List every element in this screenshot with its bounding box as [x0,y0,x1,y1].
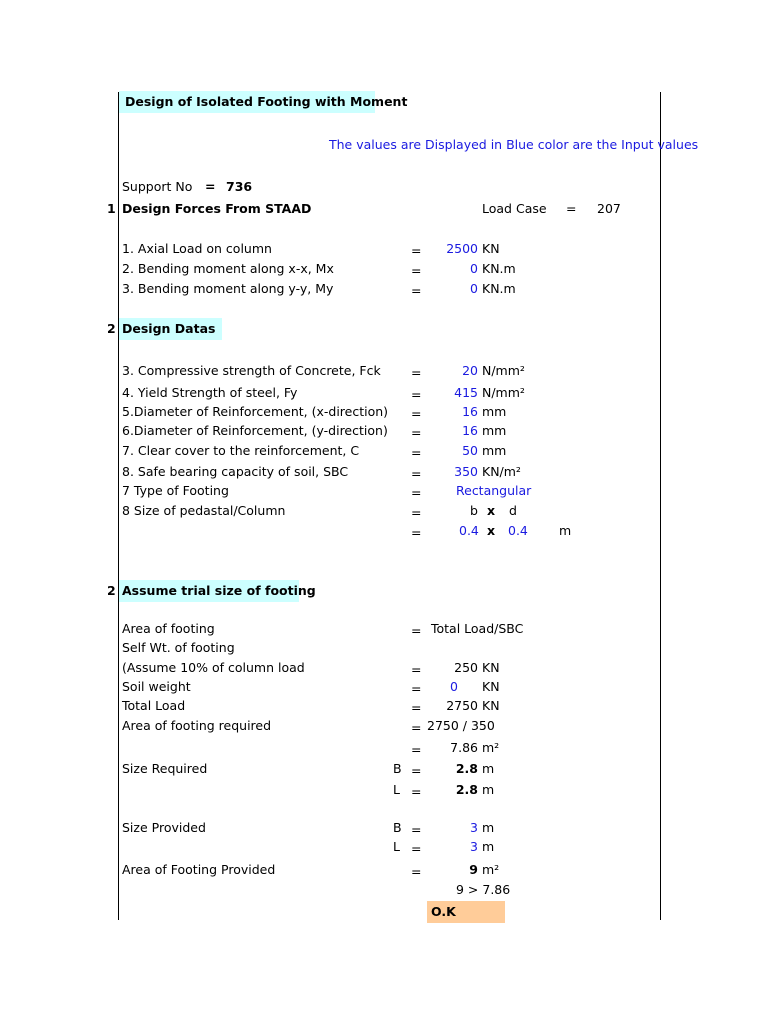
moment-my-unit: KN.m [482,281,516,296]
area-required-unit: m² [482,740,500,755]
size-required-l-symbol: L [393,782,400,797]
dia-x-unit: mm [482,404,507,419]
size-provided-label: Size Provided [122,820,206,835]
pedestal-x2-symbol: x [487,523,496,538]
section3-number: 2 [107,583,116,598]
area-required-formula: 2750 / 350 [427,718,495,733]
pedestal-b-symbol: b [470,503,478,518]
dia-x-label: 5.Diameter of Reinforcement, (x-direction) [122,404,389,419]
section2-number: 2 [107,321,116,336]
assume-eq: = [411,662,422,677]
soil-weight-value: 0 [450,679,458,694]
fck-eq: = [411,365,422,380]
moment-my-value: 0 [470,281,478,296]
axial-load-label: 1. Axial Load on column [122,241,272,256]
total-load-eq: = [411,700,422,715]
total-load-unit: KN [482,698,500,713]
moment-my-eq: = [411,283,422,298]
fy-value: 415 [454,385,478,400]
size-provided-l-symbol: L [393,839,400,854]
size-required-b-symbol: B [393,761,402,776]
size-provided-b-value: 3 [470,820,478,835]
size-provided-l-eq: = [411,841,422,856]
fck-label: 3. Compressive strength of Concrete, Fck [122,363,381,378]
assume-label: (Assume 10% of column load [122,660,305,675]
pedestal-d-value: 0.4 [508,523,528,538]
axial-load-unit: KN [482,241,500,256]
footing-type-eq: = [411,485,422,500]
fy-eq: = [411,387,422,402]
size-required-label: Size Required [122,761,208,776]
area-provided-label: Area of Footing Provided [122,862,276,877]
sbc-eq: = [411,466,422,481]
area-required-eq: = [411,720,422,735]
load-case-eq: = [566,201,577,216]
pedestal-eq: = [411,505,422,520]
right-border-line [660,92,661,920]
load-case-label: Load Case [482,201,547,216]
self-wt-label: Self Wt. of footing [122,640,235,655]
cover-eq: = [411,445,422,460]
size-required-b-eq: = [411,763,422,778]
sbc-value: 350 [454,464,478,479]
pedestal-x-symbol: x [487,503,496,518]
fck-value: 20 [462,363,478,378]
soil-weight-label: Soil weight [122,679,191,694]
moment-mx-unit: KN.m [482,261,516,276]
moment-mx-label: 2. Bending moment along x-x, Mx [122,261,334,276]
fck-unit: N/mm² [482,363,525,378]
footing-type-value: Rectangular [456,483,532,498]
pedestal-d-symbol: d [509,503,517,518]
moment-my-label: 3. Bending moment along y-y, My [122,281,334,296]
cover-value: 50 [462,443,478,458]
support-eq: = [205,179,216,194]
footing-type-label: 7 Type of Footing [122,483,229,498]
soil-weight-unit: KN [482,679,500,694]
size-required-b-value: 2.8 [455,761,478,776]
section1-title: Design Forces From STAAD [122,201,312,216]
status-badge: O.K [431,904,456,919]
fy-unit: N/mm² [482,385,525,400]
moment-mx-eq: = [411,263,422,278]
support-label: Support No [122,179,193,194]
area-footing-formula: Total Load/SBC [431,621,524,636]
sbc-unit: KN/m² [482,464,521,479]
page-title: Design of Isolated Footing with Moment [125,94,408,109]
support-value: 736 [226,179,253,194]
pedestal-eq2: = [411,525,422,540]
area-provided-value: 9 [469,862,478,877]
dia-x-eq: = [411,406,422,421]
area-comparison: 9 > 7.86 [456,882,511,897]
pedestal-unit: m [559,523,572,538]
soil-weight-eq: = [411,681,422,696]
section2-title: Design Datas [122,321,216,336]
area-provided-eq: = [411,864,422,879]
pedestal-b-value: 0.4 [459,523,479,538]
size-provided-l-value: 3 [470,839,478,854]
area-footing-label: Area of footing [122,621,215,636]
size-provided-l-unit: m [482,839,495,854]
cover-unit: mm [482,443,507,458]
area-footing-eq: = [411,623,422,638]
size-required-l-value: 2.8 [455,782,478,797]
dia-y-unit: mm [482,423,507,438]
moment-mx-value: 0 [470,261,478,276]
size-required-l-eq: = [411,784,422,799]
size-required-b-unit: m [482,761,495,776]
section1-number: 1 [107,201,116,216]
assume-unit: KN [482,660,500,675]
total-load-label: Total Load [122,698,186,713]
size-required-l-unit: m [482,782,495,797]
area-required-eq2: = [411,742,422,757]
dia-y-value: 16 [462,423,478,438]
size-provided-b-symbol: B [393,820,402,835]
assume-value: 250 [454,660,478,675]
axial-load-eq: = [411,243,422,258]
sbc-label: 8. Safe bearing capacity of soil, SBC [122,464,349,479]
area-required-label: Area of footing required [122,718,272,733]
axial-load-value: 2500 [446,241,478,256]
section3-title: Assume trial size of footing [122,583,316,598]
pedestal-label: 8 Size of pedastal/Column [122,503,286,518]
dia-y-eq: = [411,425,422,440]
cover-label: 7. Clear cover to the reinforcement, C [122,443,360,458]
dia-x-value: 16 [462,404,478,419]
fy-label: 4. Yield Strength of steel, Fy [122,385,298,400]
size-provided-b-unit: m [482,820,495,835]
load-case-value: 207 [597,201,621,216]
total-load-value: 2750 [446,698,478,713]
left-border-line [118,92,119,920]
area-provided-unit: m² [482,862,500,877]
size-provided-b-eq: = [411,822,422,837]
input-values-note: The values are Displayed in Blue color are the Input values [329,137,699,152]
dia-y-label: 6.Diameter of Reinforcement, (y-direction) [122,423,388,438]
area-required-value: 7.86 [450,740,478,755]
